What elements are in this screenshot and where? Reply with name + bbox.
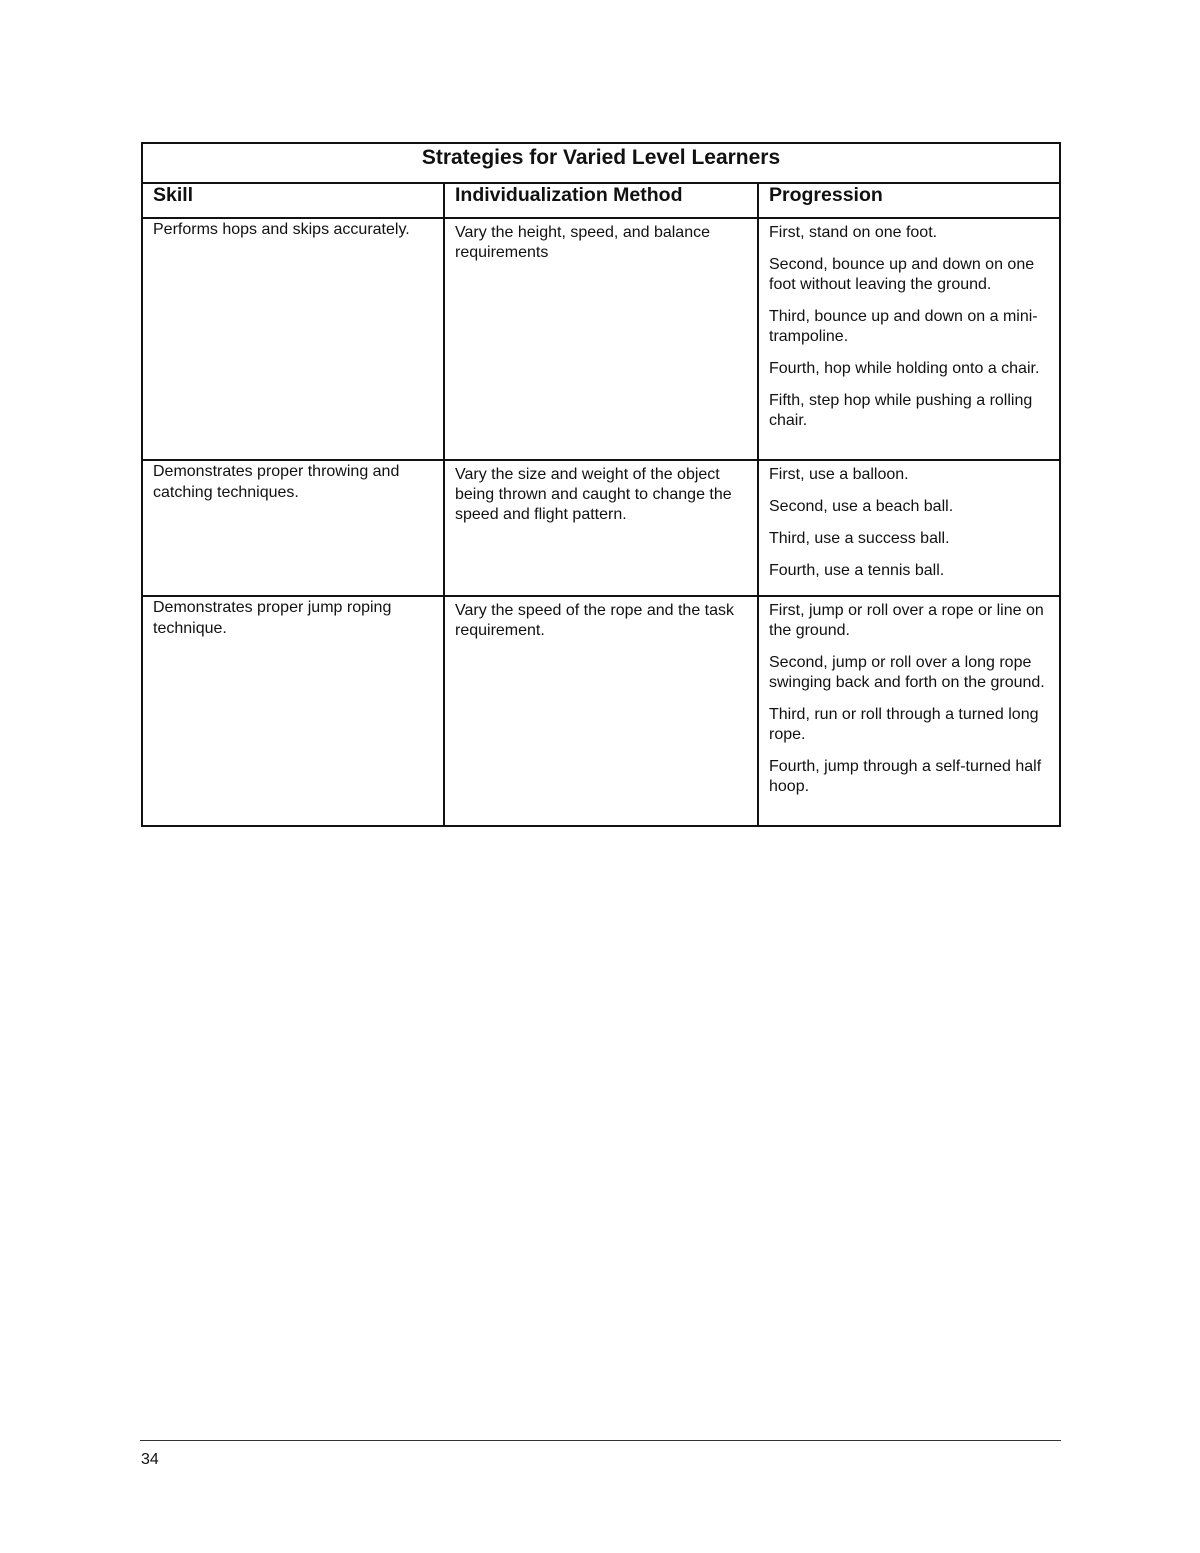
header-individualization-method: Individualization Method: [444, 183, 758, 218]
progression-step: Fifth, step hop while pushing a rolling chair.: [769, 392, 1033, 429]
page-number: 34: [141, 1451, 159, 1468]
footer-divider: [140, 1440, 1061, 1441]
skill-cell: Demonstrates proper throwing and catching techniques.: [142, 460, 444, 596]
progression-step: Second, bounce up and down on one foot without leaving the ground.: [769, 256, 1035, 293]
progression-step: Fourth, hop while holding onto a chair.: [769, 360, 1040, 377]
progression-cell: [758, 596, 1060, 826]
progression-step: Second, use a beach ball.: [769, 498, 954, 515]
table-title: Strategies for Varied Level Learners: [142, 143, 1060, 183]
progression-cell: [758, 460, 1060, 596]
method-cell: Vary the speed of the rope and the task requirement.: [444, 596, 758, 826]
method-cell: Vary the size and weight of the object being thrown and caught to change the speed and flight pattern.: [444, 460, 758, 596]
progression-step: First, use a balloon.: [769, 466, 909, 483]
header-progression: Progression: [758, 183, 1060, 218]
strategies-table: [141, 142, 1061, 827]
table-row: [142, 460, 1060, 596]
progression-step: Third, use a success ball.: [769, 530, 950, 547]
table-row: [142, 218, 1060, 460]
progression-cell: [758, 218, 1060, 460]
header-skill: Skill: [142, 183, 444, 218]
table-row: [142, 596, 1060, 826]
progression-step: Third, run or roll through a turned long rope.: [769, 706, 1039, 743]
skill-cell: Demonstrates proper jump roping technique.: [142, 596, 444, 826]
progression-step: Second, jump or roll over a long rope swinging back and forth on the ground.: [769, 654, 1045, 691]
progression-step: Fourth, use a tennis ball.: [769, 562, 945, 579]
skill-cell: Performs hops and skips accurately.: [142, 218, 444, 460]
progression-step: First, jump or roll over a rope or line on the ground.: [769, 602, 1044, 639]
progression-step: First, stand on one foot.: [769, 224, 938, 241]
progression-step: Third, bounce up and down on a mini-trampoline.: [769, 308, 1038, 345]
method-cell: Vary the height, speed, and balance requirements: [444, 218, 758, 460]
header-row: [142, 183, 1060, 218]
progression-step: Fourth, jump through a self-turned half hoop.: [769, 758, 1042, 795]
